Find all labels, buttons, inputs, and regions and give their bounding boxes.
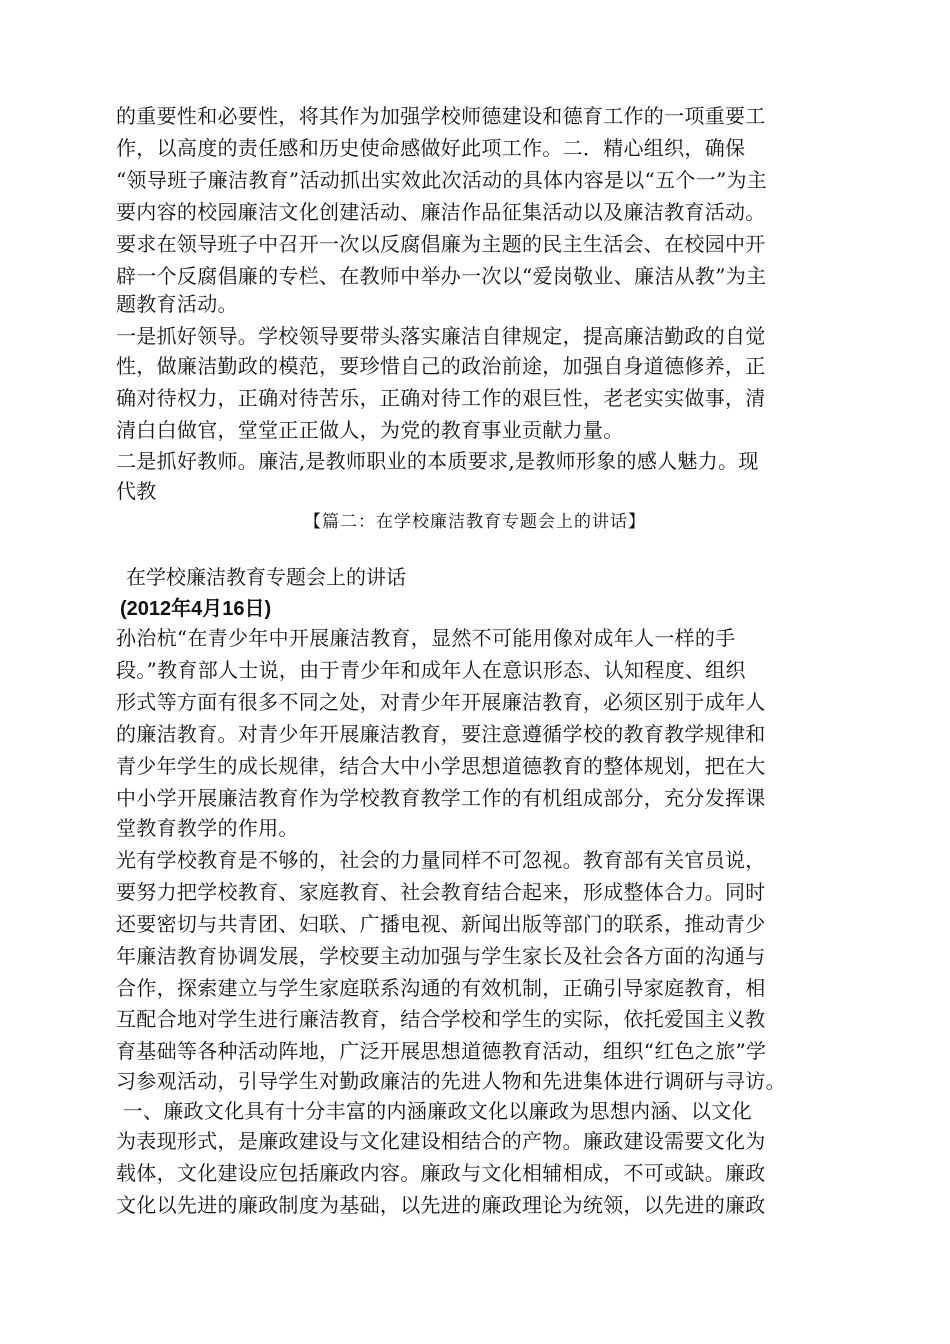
text-line: 孙治杭“在青少年中开展廉洁教育，显然不可能用像对成年人一样的手 bbox=[116, 626, 736, 650]
text-line: 辟一个反腐倡廉的专栏、在教师中举办一次以“爱岗敬业、廉洁从教”为主 bbox=[116, 264, 767, 288]
text-line: 光有学校教育是不够的，社会的力量同样不可忽视。教育部有关官员说， bbox=[116, 848, 766, 872]
text-line: 形式等方面有很多不同之处，对青少年开展廉洁教育，必须区别于成年人 bbox=[116, 690, 766, 714]
speech-date: (2012年4月16日) bbox=[120, 598, 272, 620]
text-line: 年廉洁教育协调发展，学校要主动加强与学生家长及社会各方面的沟通与 bbox=[116, 944, 766, 968]
text-line: 习参观活动，引导学生对勤政廉洁的先进人物和先进集体进行调研与寻访。 bbox=[116, 1069, 786, 1093]
text-line: 合作，探索建立与学生家庭联系沟通的有效机制，正确引导家庭教育，相 bbox=[116, 976, 766, 1000]
text-line: 一是抓好领导。学校领导要带头落实廉洁自律规定，提高廉洁勤政的自觉 bbox=[116, 324, 766, 348]
text-line: 性，做廉洁勤政的模范，要珍惜自己的政治前途，加强自身道德修养，正 bbox=[116, 354, 766, 378]
text-line: 要内容的校园廉洁文化创建活动、廉洁作品征集活动以及廉洁教育活动。 bbox=[116, 200, 766, 224]
text-line: 一、廉政文化具有十分丰富的内涵廉政文化以廉政为思想内涵、以文化 bbox=[116, 1099, 752, 1123]
text-line: 清白白做官，堂堂正正做人，为党的教育事业贡献力量。 bbox=[116, 418, 624, 442]
text-line: “领导班子廉洁教育”活动抓出实效此次活动的具体内容是以“五个一”为主 bbox=[116, 168, 768, 192]
text-line: 的重要性和必要性，将其作为加强学校师德建设和德育工作的一项重要工 bbox=[116, 104, 766, 128]
text-line: 作，以高度的责任感和历史使命感做好此项工作。二．精心组织，确保 bbox=[116, 136, 746, 160]
text-line: 青少年学生的成长规律，结合大中小学思想道德教育的整体规划，把在大 bbox=[116, 754, 766, 778]
text-line: 的廉洁教育。对青少年开展廉洁教育，要注意遵循学校的教育教学规律和 bbox=[116, 722, 766, 746]
text-line: 题教育活动。 bbox=[116, 292, 238, 316]
text-line: 还要密切与共青团、妇联、广播电视、新闻出版等部门的联系，推动青少 bbox=[116, 912, 766, 936]
text-line: 互配合地对学生进行廉洁教育，结合学校和学生的实际，依托爱国主义教 bbox=[116, 1007, 766, 1031]
text-line: 要求在领导班子中召开一次以反腐倡廉为主题的民主生活会、在校园中开 bbox=[116, 232, 766, 256]
text-line: 载体，文化建设应包括廉政内容。廉政与文化相辅相成，不可或缺。廉政 bbox=[116, 1161, 766, 1185]
text-line: 育基础等各种活动阵地，广泛开展思想道德教育活动，组织“红色之旅”学 bbox=[116, 1039, 767, 1063]
text-line: 要努力把学校教育、家庭教育、社会教育结合起来，形成整体合力。同时 bbox=[116, 880, 766, 904]
text-line: 为表现形式，是廉政建设与文化建设相结合的产物。廉政建设需要文化为 bbox=[116, 1129, 766, 1153]
text-line: 堂教育教学的作用。 bbox=[116, 816, 299, 840]
speech-title: 在学校廉洁教育专题会上的讲话 bbox=[126, 565, 406, 589]
text-line: 段。”教育部人士说，由于青少年和成年人在意识形态、认知程度、组织 bbox=[116, 658, 746, 682]
text-line: 确对待权力，正确对待苦乐，正确对待工作的艰巨性，老老实实做事，清 bbox=[116, 386, 766, 410]
text-line: 中小学开展廉洁教育作为学校教育教学工作的有机组成部分，充分发挥课 bbox=[116, 786, 766, 810]
text-line: 代教 bbox=[116, 479, 157, 503]
text-line: 二是抓好教师。廉洁,是教师职业的本质要求,是教师形象的感人魅力。现 bbox=[116, 449, 759, 473]
text-line: 文化以先进的廉政制度为基础，以先进的廉政理论为统领，以先进的廉政 bbox=[116, 1193, 766, 1217]
section-heading: 【篇二：在学校廉洁教育专题会上的讲话】 bbox=[304, 512, 646, 532]
